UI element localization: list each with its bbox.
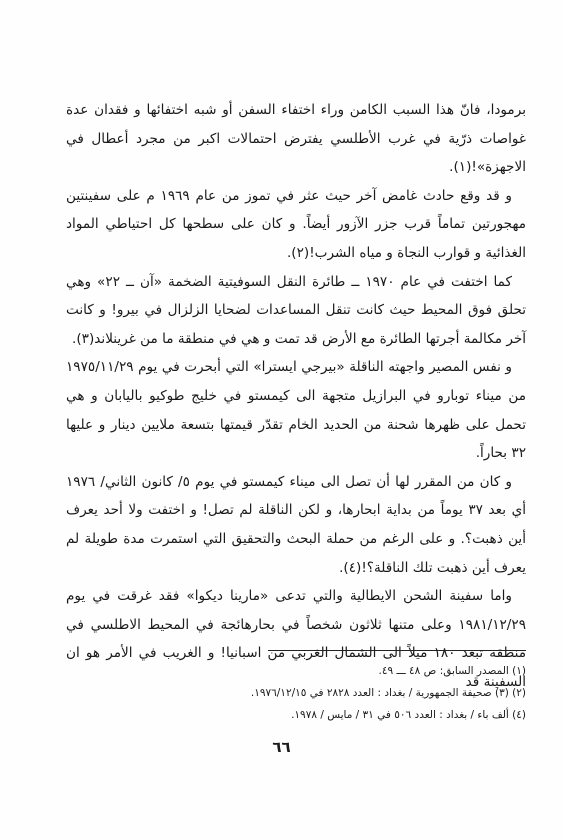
paragraph-6: واما سفينة الشحن الايطالية والتي تدعى «مارينا ديكوا» فقد غرقت في يوم ١٩٨١/١٢/٢٩ وعلى متنها ثلاثون شخصاً في بحارهائجة في المحيط الاطلسي في منطقة تبعد ١٨٠ ميلاً الى الشمال الغربي من اسبانيا! و الغريب في الأمر هو ان السفينة قد <box>66 588 527 690</box>
footnote-2: (٢) (٣) صحيفة الجمهورية / بغداد : العدد ٢٨٢٨ في ١٩٧٦/١٢/١٥. <box>250 687 526 699</box>
paragraph-3: كما اختفت في عام ١٩٧٠ ــ طائرة النقل السوفيتية الضخمة «آن ــ ٢٢» وهي تحلق فوق المحيط حيث كانت تنقل المساعدات لضحايا الزلزال في بيرو! و كانت آخر مكالمة أجرتها الطائرة مع الأرض قد تمت و هي في منطقة ما من غرينلاند(٣). <box>66 273 526 347</box>
paragraph-1: برمودا، فانّ هذا السبب الكامن وراء اختفاء السفن أو شبه اختفائها و فقدان عدة غواصات ذرّية في غرب الأطلسي يفترض احتمالات اكبر من مجرد أعطال في الاجهزة»!(١). <box>66 102 526 176</box>
footnote-divider <box>268 650 526 651</box>
footnotes <box>70 660 526 726</box>
page-number: ٦٦ <box>272 738 291 756</box>
paragraph-5: و كان من المقرر لها أن تصل الى ميناء كيمستو في يوم ٥/ كانون الثاني/ ١٩٧٦ أي بعد ٣٧ يوماً من بداية ابحارها، و لكن الناقلة لم تصل! و اختفت ولا أحد يعرف أين ذهبت؟. و على الرغم من حملة البحث والتحقيق التي استمرت مدة طويلة لم يعرف أين ذهبت تلك الناقلة؟!(٤). <box>66 473 526 576</box>
footnote-3: (٤) ألف باء / بغداد : العدد ٥٠٦ في ٣١ / مايس / ١٩٧٨. <box>291 709 526 721</box>
body-text <box>66 96 526 696</box>
footnote-1: (١) المصدر السابق: ص ٤٨ ـــ ٤٩. <box>378 665 526 677</box>
paragraph-2: و قد وقع حادث غامض آخر حيث عثر في تموز من عام ١٩٦٩ م على سفينتين مهجورتين تماماً قرب جزر الآزور أيضاً. و كان على سطحها كل احتياطي المواد الغذائية و قوارب النجاة و مياه الشرب!(٢). <box>66 187 526 261</box>
paragraph-4: و نفس المصير واجهته الناقلة «بيرجي ايسترا» التي أبحرت في يوم ١٩٧٥/١١/٢٩ من ميناء توبارو في البرازيل متجهة الى كيمستو في خليج طوكيو باليابان و هي تحمل على ظهرها شحنة من الحديد الخام تقدّر قيمتها بتسعة ملايين دينار و عليها ٣٢ بحاراً. <box>66 359 526 462</box>
